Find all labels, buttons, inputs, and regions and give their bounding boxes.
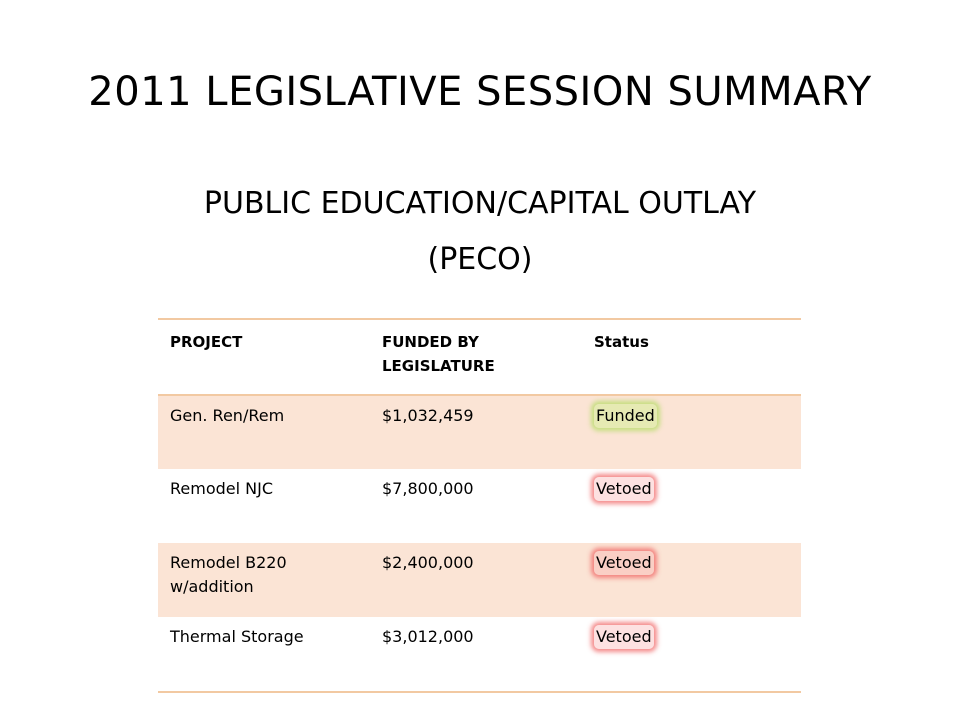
slide-title: 2011 LEGISLATIVE SESSION SUMMARY: [88, 69, 872, 115]
header-project: PROJECT: [158, 319, 370, 395]
header-funded-line-1: FUNDED BY: [382, 333, 479, 351]
amount-cell: $3,012,000: [370, 617, 582, 692]
table-row: [158, 543, 801, 617]
project-name: Remodel B220: [170, 553, 287, 572]
project-name: Thermal Storage: [170, 627, 304, 646]
header-status: Status: [582, 319, 801, 395]
table-row: [158, 617, 801, 692]
peco-table: [158, 318, 801, 693]
status-cell: [582, 395, 801, 469]
amount-cell: $7,800,000: [382, 479, 474, 498]
project-cell: [158, 543, 370, 617]
slide-subtitle: [0, 176, 960, 288]
project-name: Remodel NJC: [170, 479, 274, 498]
table-row: [158, 469, 801, 543]
project-name: Gen. Ren/Rem: [170, 406, 285, 425]
status-badge: Funded: [594, 404, 657, 428]
amount-cell: $1,032,459: [370, 395, 582, 469]
project-cell: [158, 469, 370, 543]
project-cell: [158, 617, 370, 692]
status-cell: [582, 617, 801, 692]
table-header-row: [158, 319, 801, 395]
status-badge: Vetoed: [594, 551, 654, 575]
status-badge: Vetoed: [594, 477, 654, 501]
status-badge: Vetoed: [594, 625, 654, 649]
header-funded-line-2: LEGISLATURE: [382, 357, 495, 375]
subtitle-line-2: (PECO): [427, 242, 533, 277]
amount-cell: $2,400,000: [370, 543, 582, 617]
project-cell: [158, 395, 370, 469]
table-row: [158, 395, 801, 469]
project-name-line-2: w/addition: [170, 577, 254, 596]
status-cell: [582, 469, 801, 543]
status-cell: [582, 543, 801, 617]
subtitle-line-1: PUBLIC EDUCATION/CAPITAL OUTLAY: [203, 186, 757, 221]
header-funded: [370, 319, 582, 395]
